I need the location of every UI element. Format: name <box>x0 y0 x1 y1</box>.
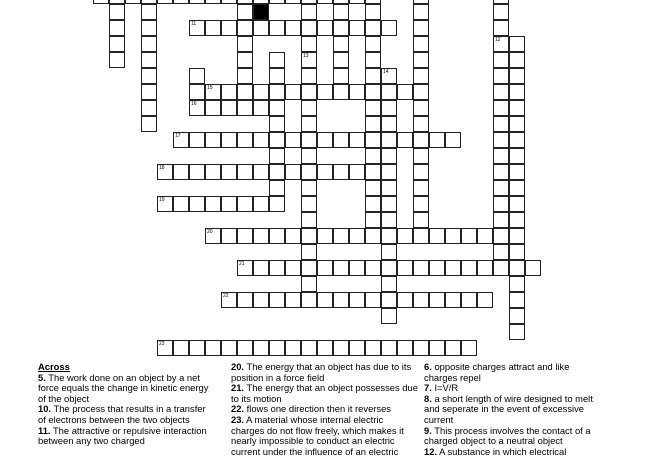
grid-cell[interactable] <box>301 100 317 116</box>
grid-cell[interactable] <box>285 340 301 356</box>
clues-column-1 <box>38 362 216 447</box>
grid-cell[interactable] <box>301 228 317 244</box>
grid-cell[interactable] <box>173 164 189 180</box>
clue-number: 22 <box>223 293 229 299</box>
grid-cell[interactable] <box>365 68 381 84</box>
grid-cell[interactable] <box>493 196 509 212</box>
grid-cell[interactable] <box>285 164 301 180</box>
grid-cell[interactable] <box>349 340 365 356</box>
grid-cell[interactable] <box>365 260 381 276</box>
grid-cell[interactable] <box>365 180 381 196</box>
grid-cell[interactable] <box>493 4 509 20</box>
grid-cell[interactable] <box>413 212 429 228</box>
grid-cell[interactable] <box>349 260 365 276</box>
grid-cell[interactable] <box>189 20 205 36</box>
grid-cell[interactable] <box>269 228 285 244</box>
grid-cell[interactable] <box>509 52 525 68</box>
clue-number: 20 <box>207 229 213 235</box>
grid-cell[interactable] <box>221 0 237 4</box>
grid-cell[interactable] <box>141 100 157 116</box>
grid-cell[interactable] <box>253 164 269 180</box>
grid-cell[interactable] <box>269 68 285 84</box>
clue: 10. The process that results in a transfer of electrons between the two objects <box>38 403 206 425</box>
clue-number: 13 <box>303 53 309 59</box>
grid-cell[interactable] <box>365 20 381 36</box>
grid-cell[interactable] <box>157 196 173 212</box>
grid-cell[interactable] <box>365 148 381 164</box>
grid-block <box>253 4 269 20</box>
clue-number: 17 <box>175 133 181 139</box>
grid-cell[interactable] <box>221 340 237 356</box>
grid-cell[interactable] <box>253 20 269 36</box>
grid-cell[interactable] <box>445 292 461 308</box>
grid-cell[interactable] <box>509 36 525 52</box>
grid-cell[interactable] <box>365 100 381 116</box>
grid-cell[interactable] <box>173 132 189 148</box>
grid-cell[interactable] <box>269 20 285 36</box>
clue-number: 14 <box>383 69 389 75</box>
clue-number: 15 <box>207 85 213 91</box>
grid-cell[interactable] <box>413 228 429 244</box>
clue: 8. a short length of wire designed to melt and seperate in the event of excessive current <box>424 392 593 425</box>
grid-cell[interactable] <box>445 340 461 356</box>
grid-cell[interactable] <box>493 100 509 116</box>
grid-cell[interactable] <box>301 36 317 52</box>
grid-cell[interactable] <box>269 0 285 4</box>
grid-cell[interactable] <box>509 148 525 164</box>
grid-cell[interactable] <box>493 20 509 36</box>
grid-cell[interactable] <box>493 52 509 68</box>
grid-cell[interactable] <box>221 20 237 36</box>
clue: 7. I=V/R <box>424 382 459 394</box>
grid-cell[interactable] <box>285 228 301 244</box>
grid-cell[interactable] <box>493 132 509 148</box>
grid-cell[interactable] <box>509 164 525 180</box>
grid-cell[interactable] <box>509 196 525 212</box>
grid-cell[interactable] <box>301 292 317 308</box>
grid-cell[interactable] <box>317 228 333 244</box>
grid-cell[interactable] <box>365 292 381 308</box>
grid-cell[interactable] <box>157 340 173 356</box>
grid-cell[interactable] <box>509 324 525 340</box>
grid-cell[interactable] <box>477 260 493 276</box>
grid-cell[interactable] <box>109 20 125 36</box>
grid-cell[interactable] <box>173 0 189 4</box>
grid-cell[interactable] <box>413 20 429 36</box>
grid-cell[interactable] <box>509 180 525 196</box>
grid-cell[interactable] <box>445 132 461 148</box>
clue-number: 23 <box>159 341 165 347</box>
grid-cell[interactable] <box>365 52 381 68</box>
grid-cell[interactable] <box>237 292 253 308</box>
grid-cell[interactable] <box>269 84 285 100</box>
clue-number: 18 <box>159 165 165 171</box>
grid-cell[interactable] <box>381 148 397 164</box>
grid-cell[interactable] <box>141 68 157 84</box>
grid-cell[interactable] <box>253 340 269 356</box>
grid-cell[interactable] <box>509 116 525 132</box>
clue: 11. The attractive or repulsive interaction between any two charged <box>38 424 207 447</box>
grid-cell[interactable] <box>269 340 285 356</box>
clue-number: 12 <box>495 37 501 43</box>
grid-cell[interactable] <box>333 36 349 52</box>
grid-cell[interactable] <box>253 84 269 100</box>
grid-cell[interactable] <box>493 260 509 276</box>
grid-cell[interactable] <box>493 164 509 180</box>
grid-cell[interactable] <box>381 292 397 308</box>
grid-cell[interactable] <box>93 0 109 4</box>
grid-cell[interactable] <box>317 84 333 100</box>
grid-cell[interactable] <box>237 4 253 20</box>
grid-cell[interactable] <box>269 148 285 164</box>
grid-cell[interactable] <box>253 228 269 244</box>
grid-cell[interactable] <box>189 340 205 356</box>
grid-cell[interactable] <box>205 228 221 244</box>
clue: 20. The energy that an object has due to its position in a force field <box>231 361 412 383</box>
grid-cell[interactable] <box>269 260 285 276</box>
grid-cell[interactable] <box>189 100 205 116</box>
clue-number: 11 <box>191 21 197 27</box>
grid-cell[interactable] <box>413 196 429 212</box>
grid-cell[interactable] <box>109 36 125 52</box>
grid-cell[interactable] <box>349 0 365 4</box>
grid-cell[interactable] <box>269 52 285 68</box>
grid-cell[interactable] <box>237 132 253 148</box>
grid-cell[interactable] <box>381 260 397 276</box>
grid-cell[interactable] <box>205 0 221 4</box>
grid-cell[interactable] <box>509 228 525 244</box>
grid-cell[interactable] <box>221 228 237 244</box>
grid-cell[interactable] <box>381 20 397 36</box>
grid-cell[interactable] <box>285 20 301 36</box>
grid-cell[interactable] <box>141 4 157 20</box>
grid-cell[interactable] <box>301 148 317 164</box>
grid-cell[interactable] <box>509 212 525 228</box>
grid-cell[interactable] <box>317 0 333 4</box>
grid-cell[interactable] <box>141 20 157 36</box>
grid-cell[interactable] <box>333 4 349 20</box>
grid-cell[interactable] <box>333 340 349 356</box>
grid-cell[interactable] <box>301 276 317 292</box>
grid-cell[interactable] <box>349 132 365 148</box>
grid-cell[interactable] <box>493 180 509 196</box>
grid-cell[interactable] <box>429 228 445 244</box>
grid-cell[interactable] <box>413 340 429 356</box>
grid-cell[interactable] <box>525 260 541 276</box>
grid-cell[interactable] <box>413 36 429 52</box>
grid-cell[interactable] <box>253 100 269 116</box>
grid-cell[interactable] <box>237 196 253 212</box>
grid-cell[interactable] <box>189 132 205 148</box>
grid-cell[interactable] <box>509 84 525 100</box>
grid-cell[interactable] <box>301 164 317 180</box>
grid-cell[interactable] <box>365 196 381 212</box>
grid-cell[interactable] <box>221 292 237 308</box>
grid-cell[interactable] <box>429 260 445 276</box>
grid-cell[interactable] <box>509 100 525 116</box>
grid-cell[interactable] <box>269 164 285 180</box>
grid-cell[interactable] <box>301 340 317 356</box>
grid-cell[interactable] <box>445 260 461 276</box>
grid-cell[interactable] <box>237 100 253 116</box>
grid-cell[interactable] <box>237 164 253 180</box>
clue-number: 19 <box>159 197 165 203</box>
grid-cell[interactable] <box>413 164 429 180</box>
grid-cell[interactable] <box>413 100 429 116</box>
clue: 22. flows one direction then it reverses <box>231 403 391 415</box>
grid-cell[interactable] <box>317 260 333 276</box>
grid-cell[interactable] <box>397 340 413 356</box>
grid-cell[interactable] <box>349 20 365 36</box>
grid-cell[interactable] <box>349 292 365 308</box>
clue: 21. The energy that an object possesses due to its motion <box>231 382 418 404</box>
grid-cell[interactable] <box>381 212 397 228</box>
grid-cell[interactable] <box>285 84 301 100</box>
grid-cell[interactable] <box>509 292 525 308</box>
grid-cell[interactable] <box>413 260 429 276</box>
grid-cell[interactable] <box>413 116 429 132</box>
grid-cell[interactable] <box>365 340 381 356</box>
grid-cell[interactable] <box>189 0 205 4</box>
clue: 6. opposite charges attract and like charges repel <box>424 361 570 383</box>
grid-cell[interactable] <box>509 68 525 84</box>
grid-cell[interactable] <box>429 292 445 308</box>
grid-cell[interactable] <box>413 4 429 20</box>
grid-cell[interactable] <box>253 292 269 308</box>
grid-cell[interactable] <box>189 164 205 180</box>
grid-cell[interactable] <box>237 260 253 276</box>
grid-cell[interactable] <box>397 84 413 100</box>
grid-cell[interactable] <box>301 132 317 148</box>
grid-cell[interactable] <box>349 164 365 180</box>
grid-cell[interactable] <box>333 84 349 100</box>
grid-cell[interactable] <box>413 68 429 84</box>
grid-cell[interactable] <box>413 52 429 68</box>
grid-cell[interactable] <box>445 228 461 244</box>
grid-cell[interactable] <box>221 132 237 148</box>
grid-cell[interactable] <box>237 228 253 244</box>
grid-cell[interactable] <box>381 164 397 180</box>
grid-cell[interactable] <box>253 132 269 148</box>
grid-cell[interactable] <box>397 260 413 276</box>
grid-cell[interactable] <box>381 100 397 116</box>
across-heading: Across <box>38 361 70 372</box>
grid-cell[interactable] <box>301 4 317 20</box>
grid-cell[interactable] <box>205 132 221 148</box>
grid-cell[interactable] <box>381 180 397 196</box>
grid-cell[interactable] <box>413 84 429 100</box>
grid-cell[interactable] <box>413 292 429 308</box>
grid-cell[interactable] <box>381 132 397 148</box>
grid-cell[interactable] <box>381 228 397 244</box>
grid-cell[interactable] <box>381 68 397 84</box>
grid-cell[interactable] <box>509 244 525 260</box>
grid-cell[interactable] <box>493 116 509 132</box>
grid-cell[interactable] <box>509 308 525 324</box>
grid-cell[interactable] <box>109 4 125 20</box>
grid-cell[interactable] <box>109 52 125 68</box>
grid-cell[interactable] <box>333 132 349 148</box>
clue: 9. This process involves the contact of a charged object to a neutral object <box>424 424 591 447</box>
grid-cell[interactable] <box>205 340 221 356</box>
grid-cell[interactable] <box>429 132 445 148</box>
grid-cell[interactable] <box>269 116 285 132</box>
grid-cell[interactable] <box>509 132 525 148</box>
grid-cell[interactable] <box>237 52 253 68</box>
grid-cell[interactable] <box>493 68 509 84</box>
grid-cell[interactable] <box>493 228 509 244</box>
grid-cell[interactable] <box>333 228 349 244</box>
grid-cell[interactable] <box>301 212 317 228</box>
grid-cell[interactable] <box>381 308 397 324</box>
grid-cell[interactable] <box>269 180 285 196</box>
grid-cell[interactable] <box>301 244 317 260</box>
grid-cell[interactable] <box>285 292 301 308</box>
grid-cell[interactable] <box>221 196 237 212</box>
clue-number: 21 <box>239 261 245 267</box>
grid-cell[interactable] <box>301 260 317 276</box>
grid-cell[interactable] <box>365 132 381 148</box>
grid-cell[interactable] <box>269 196 285 212</box>
grid-cell[interactable] <box>317 20 333 36</box>
grid-cell[interactable] <box>301 52 317 68</box>
grid-cell[interactable] <box>285 132 301 148</box>
grid-cell[interactable] <box>333 164 349 180</box>
grid-cell[interactable] <box>205 164 221 180</box>
grid-cell[interactable] <box>365 84 381 100</box>
grid-cell[interactable] <box>301 196 317 212</box>
grid-cell[interactable] <box>301 116 317 132</box>
grid-cell[interactable] <box>301 68 317 84</box>
grid-cell[interactable] <box>221 84 237 100</box>
grid-cell[interactable] <box>221 100 237 116</box>
grid-cell[interactable] <box>237 68 253 84</box>
grid-cell[interactable] <box>237 84 253 100</box>
grid-cell[interactable] <box>237 20 253 36</box>
grid-cell[interactable] <box>333 260 349 276</box>
grid-cell[interactable] <box>381 196 397 212</box>
grid-cell[interactable] <box>141 52 157 68</box>
grid-cell[interactable] <box>317 164 333 180</box>
grid-cell[interactable] <box>381 116 397 132</box>
grid-cell[interactable] <box>493 244 509 260</box>
grid-cell[interactable] <box>317 132 333 148</box>
grid-cell[interactable] <box>173 196 189 212</box>
grid-cell[interactable] <box>285 260 301 276</box>
grid-cell[interactable] <box>237 36 253 52</box>
grid-cell[interactable] <box>365 212 381 228</box>
grid-cell[interactable] <box>493 212 509 228</box>
clues-column-3 <box>424 362 604 457</box>
grid-cell[interactable] <box>317 340 333 356</box>
grid-cell[interactable] <box>349 228 365 244</box>
clue: 12. A substance in which electrical <box>424 445 567 457</box>
grid-cell[interactable] <box>381 276 397 292</box>
grid-cell[interactable] <box>349 84 365 100</box>
clue: 23. A material whose internal electric charges do not flow freely, which makes it nearly impossible to conduct an electric current under the influence of an electric <box>231 413 404 457</box>
grid-cell[interactable] <box>205 196 221 212</box>
grid-cell[interactable] <box>125 0 141 4</box>
grid-cell[interactable] <box>365 4 381 20</box>
grid-cell[interactable] <box>413 180 429 196</box>
grid-cell[interactable] <box>301 84 317 100</box>
grid-cell[interactable] <box>157 164 173 180</box>
grid-cell[interactable] <box>413 132 429 148</box>
grid-cell[interactable] <box>205 100 221 116</box>
grid-cell[interactable] <box>269 100 285 116</box>
grid-cell[interactable] <box>141 36 157 52</box>
grid-cell[interactable] <box>205 84 221 100</box>
grid-cell[interactable] <box>381 340 397 356</box>
grid-cell[interactable] <box>397 228 413 244</box>
grid-cell[interactable] <box>365 228 381 244</box>
grid-cell[interactable] <box>157 0 173 4</box>
grid-cell[interactable] <box>493 148 509 164</box>
grid-cell[interactable] <box>365 164 381 180</box>
grid-cell[interactable] <box>509 276 525 292</box>
grid-cell[interactable] <box>253 196 269 212</box>
grid-cell[interactable] <box>493 84 509 100</box>
grid-cell[interactable] <box>141 84 157 100</box>
grid-cell[interactable] <box>141 116 157 132</box>
grid-cell[interactable] <box>189 68 205 84</box>
grid-cell[interactable] <box>189 196 205 212</box>
grid-cell[interactable] <box>317 292 333 308</box>
grid-cell[interactable] <box>301 180 317 196</box>
grid-cell[interactable] <box>397 292 413 308</box>
grid-cell[interactable] <box>333 292 349 308</box>
grid-cell[interactable] <box>333 68 349 84</box>
grid-cell[interactable] <box>397 132 413 148</box>
grid-cell[interactable] <box>477 228 493 244</box>
grid-cell[interactable] <box>269 132 285 148</box>
grid-cell[interactable] <box>269 292 285 308</box>
grid-cell[interactable] <box>173 340 189 356</box>
grid-cell[interactable] <box>381 244 397 260</box>
grid-cell[interactable] <box>477 292 493 308</box>
grid-cell[interactable] <box>285 0 301 4</box>
grid-cell[interactable] <box>221 164 237 180</box>
grid-cell[interactable] <box>429 340 445 356</box>
grid-cell[interactable] <box>461 260 477 276</box>
grid-cell[interactable] <box>301 20 317 36</box>
grid-cell[interactable] <box>461 228 477 244</box>
grid-cell[interactable] <box>461 340 477 356</box>
grid-cell[interactable] <box>205 20 221 36</box>
grid-cell[interactable] <box>413 148 429 164</box>
clue: 5. The work done on an object by a net force equals the change in kinetic energy of the object <box>38 371 209 404</box>
grid-cell[interactable] <box>333 20 349 36</box>
grid-cell[interactable] <box>365 116 381 132</box>
grid-cell[interactable] <box>189 84 205 100</box>
clues-column-2 <box>231 362 419 457</box>
grid-cell[interactable] <box>509 260 525 276</box>
grid-cell[interactable] <box>365 36 381 52</box>
grid-cell[interactable] <box>461 292 477 308</box>
grid-cell[interactable] <box>253 260 269 276</box>
grid-cell[interactable] <box>237 340 253 356</box>
clue-number: 16 <box>191 101 197 107</box>
grid-cell[interactable] <box>333 52 349 68</box>
grid-cell[interactable] <box>381 84 397 100</box>
grid-cell[interactable] <box>493 36 509 52</box>
